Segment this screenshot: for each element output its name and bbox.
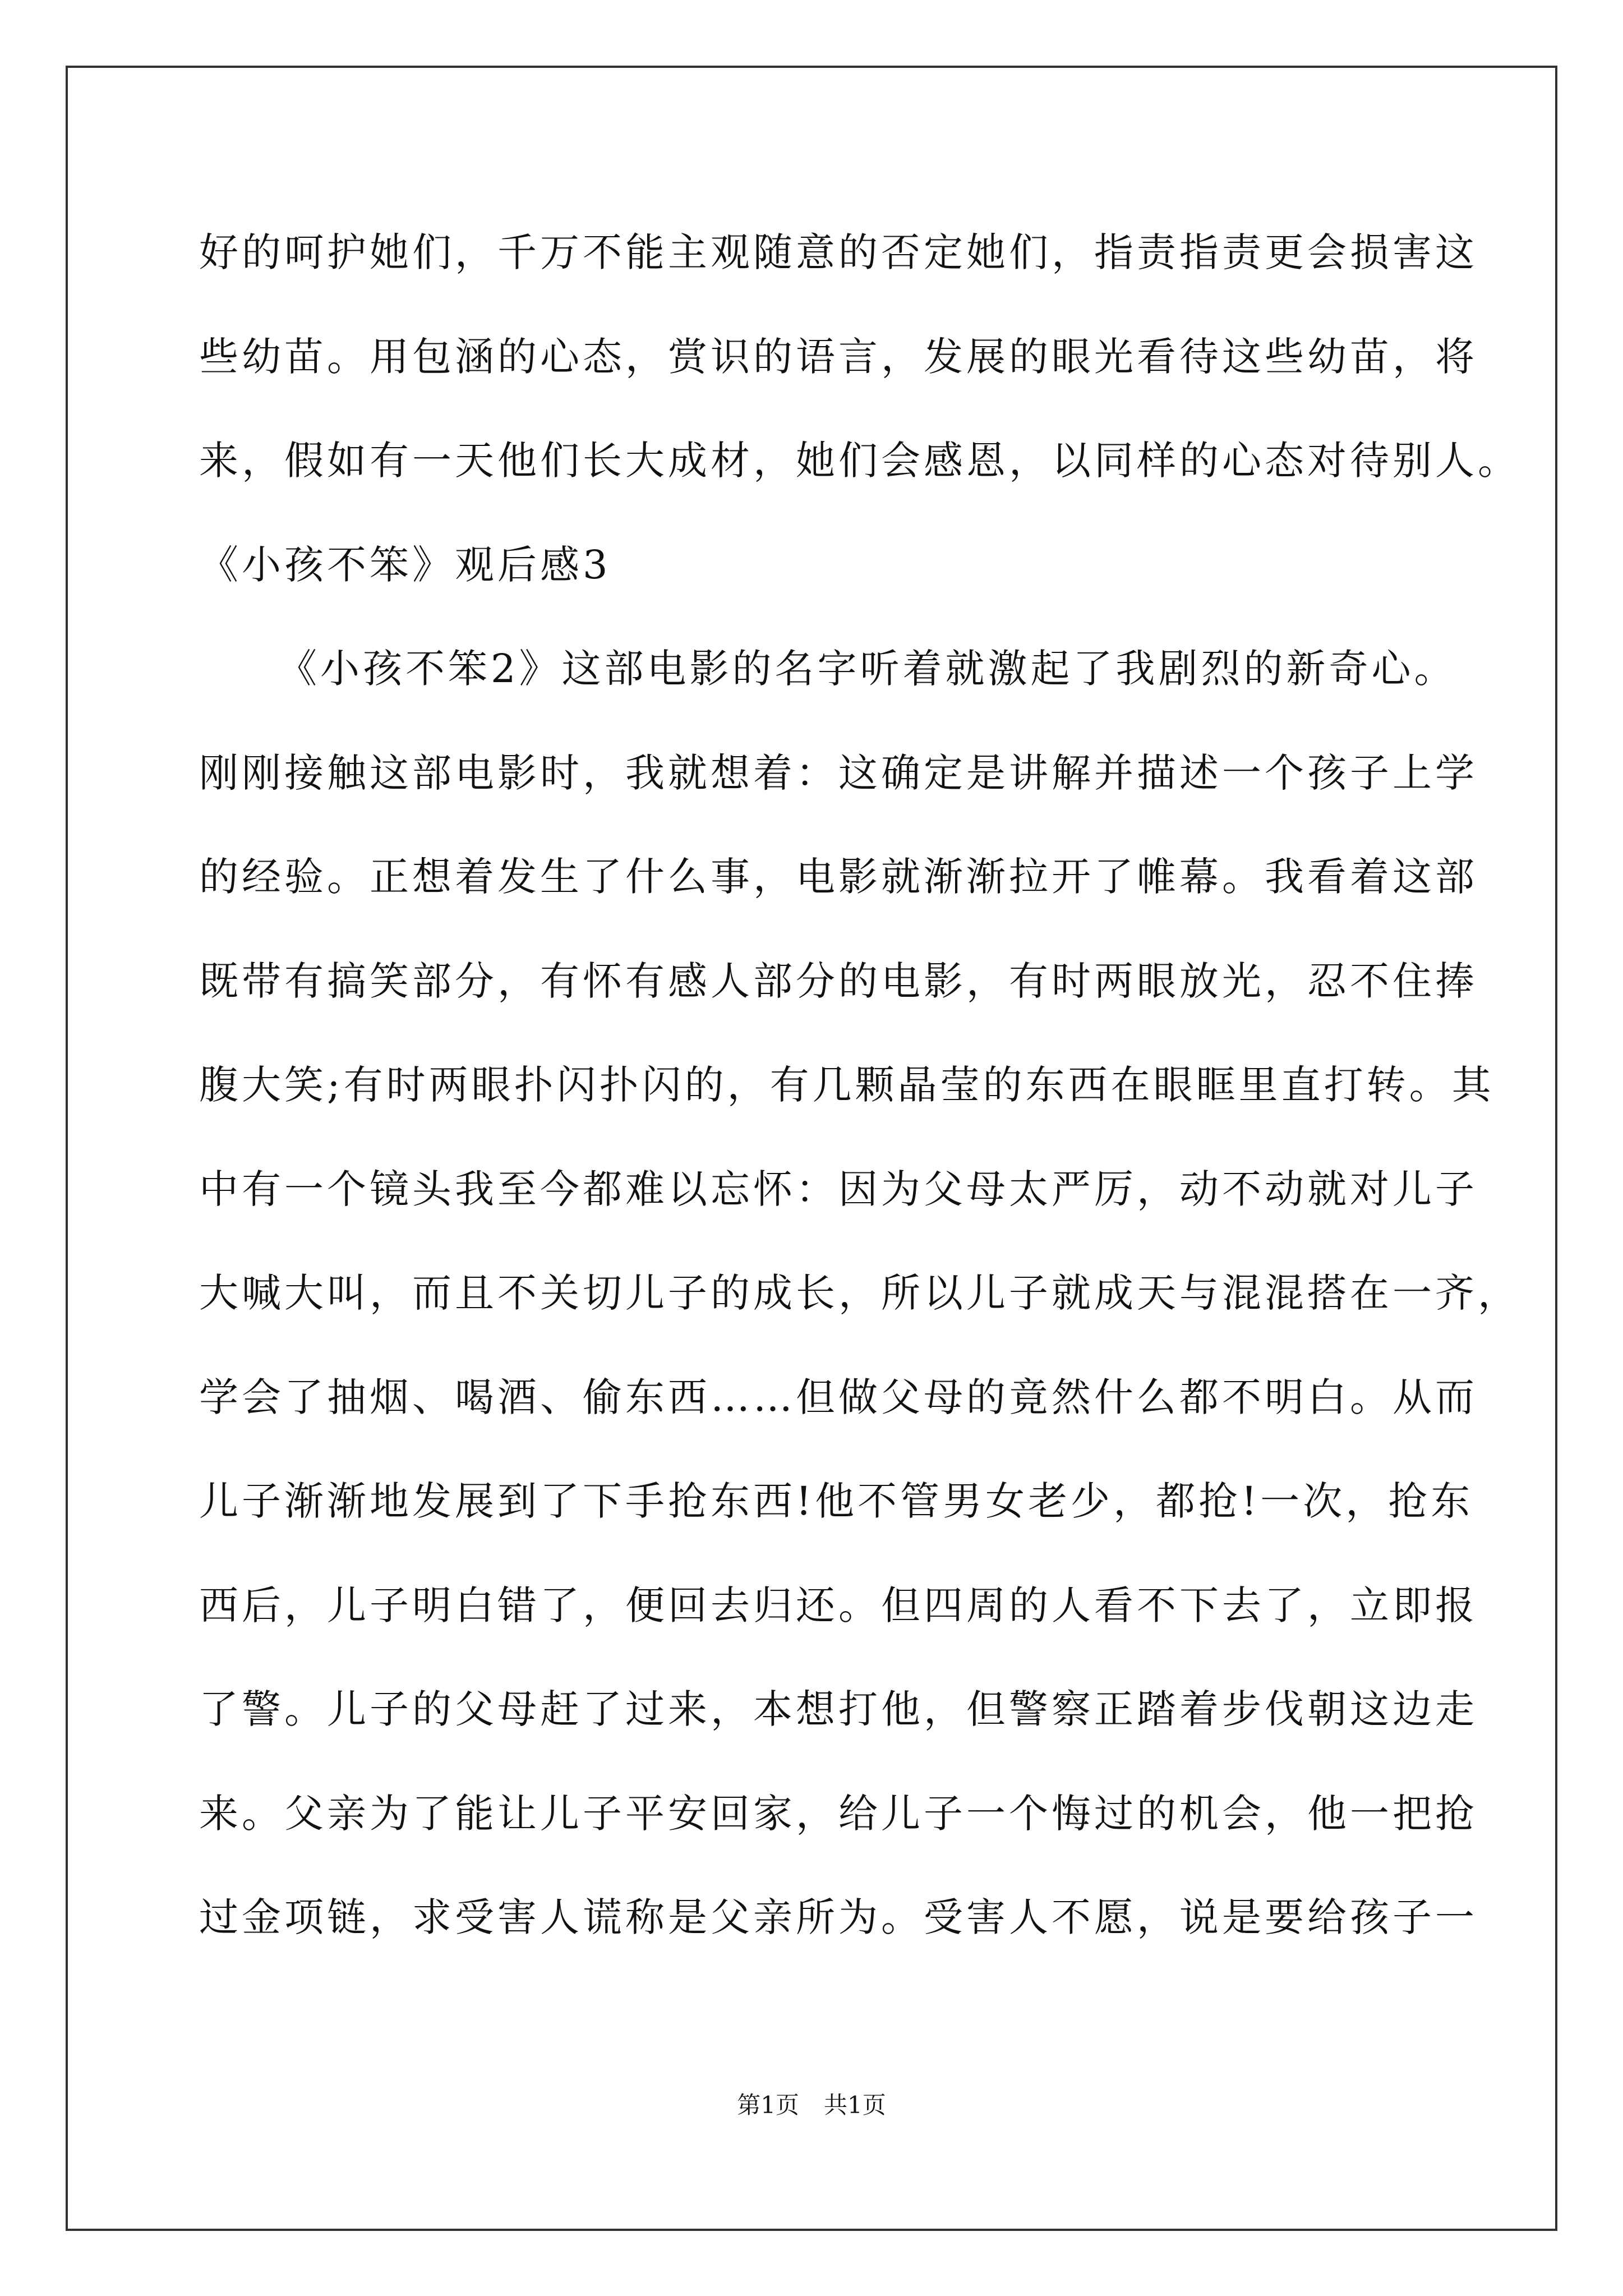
text-line: 来。父亲为了能让儿子平安回家，给儿子一个悔过的机会，他一把抢 [199,1790,1478,1837]
text-line: 好的呵护她们，千万不能主观随意的否定她们，指责指责更会损害这 [199,229,1478,275]
text-line: 大喊大叫，而且不关切儿子的成长，所以儿子就成天与混混搭在一齐， [199,1270,1520,1316]
text-line: 来，假如有一天他们长大成材，她们会感恩，以同样的心态对待别人。 [199,438,1520,484]
text-line: 中有一个镜头我至今都难以忘怀：因为父母太严厉，动不动就对儿子 [199,1166,1478,1212]
text-line: 过金项链，求受害人谎称是父亲所为。受害人不愿，说是要给孩子一 [199,1894,1478,1940]
document-body [199,222,1520,1991]
text-line: 儿子渐渐地发展到了下手抢东西!他不管男女老少，都抢!一次，抢东 [199,1478,1474,1524]
text-line: 些幼苗。用包涵的心态，赏识的语言，发展的眼光看待这些幼苗，将 [199,333,1478,380]
text-line: 学会了抽烟、喝酒、偷东西……但做父母的竟然什么都不明白。从而 [199,1374,1478,1420]
page-footer [0,2087,1623,2120]
text-line: 腹大笑;有时两眼扑闪扑闪的，有几颗晶莹的东西在眼眶里直打转。其 [199,1062,1495,1108]
text-line: 西后，儿子明白错了，便回去归还。但四周的人看不下去了，立即报 [199,1582,1478,1628]
text-line: 《小孩不笨2》这部电影的名字听着就激起了我剧烈的新奇心。 [278,646,1457,692]
text-line: 刚刚接触这部电影时，我就想着：这确定是讲解并描述一个孩子上学 [199,749,1478,796]
page-number: 第1页 [737,2091,799,2119]
section-heading: 《小孩不笨》观后感3 [199,541,611,588]
text-line: 的经验。正想着发生了什么事，电影就渐渐拉开了帷幕。我看着这部 [199,854,1478,900]
text-line: 了警。儿子的父母赶了过来，本想打他，但警察正踏着步伐朝这边走 [199,1686,1478,1732]
page-total: 共1页 [824,2091,886,2119]
text-line: 既带有搞笑部分，有怀有感人部分的电影，有时两眼放光，忍不住捧 [199,958,1478,1004]
